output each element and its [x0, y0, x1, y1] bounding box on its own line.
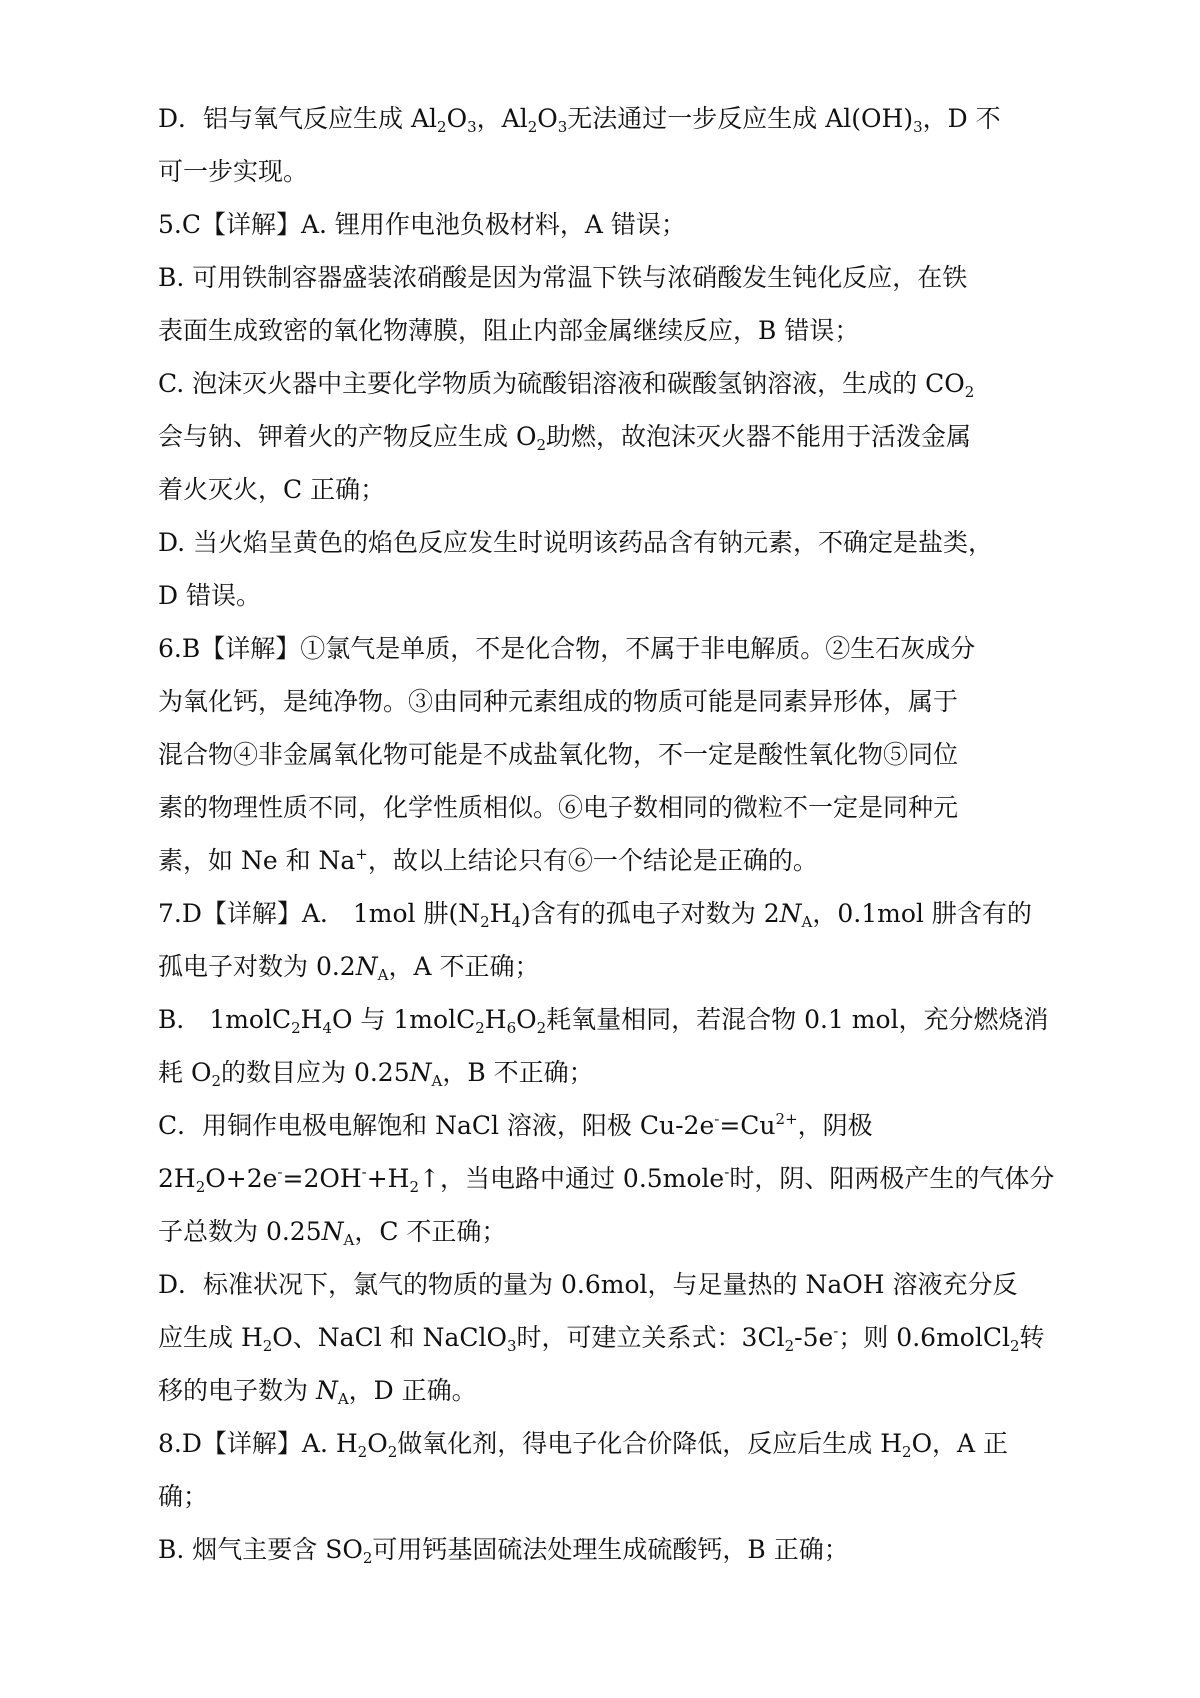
text-line: 会与钠、钾着火的产物反应生成 $O_2$助燃，故泡沫灭火器不能用于活泼金属 — [158, 422, 972, 454]
text-line: 移的电子数为 $N_A$，D 正确。 — [158, 1376, 477, 1408]
text-line: C. 泡沫灭火器中主要化学物质为硫酸铝溶液和碳酸氢钠溶液，生成的 $CO_2$ — [158, 369, 975, 401]
text-line: 耗 $O_2$的数目应为 $0.25N_A$，B 不正确； — [158, 1058, 594, 1090]
text-line: $2H_2O+2e^-=2OH^-+H_2↑$，当电路中通过 0.5mole-时，阴、阳两极产生的气体分 — [158, 1163, 1055, 1196]
text-line: 表面生成致密的氧化物薄膜，阻止内部金属继续反应，B 错误； — [158, 316, 860, 345]
text-line: B. 烟气主要含 $SO_2$可用钙基固硫法处理生成硫酸钙，B 正确； — [158, 1535, 849, 1567]
text-line: D．铝与氧气反应生成 $Al_2O_3$，$Al_2O_3$无法通过一步反应生成 $Al(OH)_3$，D 不 — [158, 104, 1001, 136]
text-line: C．用铜作电极电解饱和 NaCl 溶液，阳极 $Cu-2e^-=Cu^{2+}$，阴极 — [158, 1110, 873, 1140]
text-line: 孤电子对数为 $0.2N_A$，A 不正确； — [158, 952, 540, 984]
text-line: 应生成 $H_2O$、NaCl 和 NaClO$_3$时，可建立关系式：$3Cl_2-5e^-$；则 0.6molCl$_2$转 — [158, 1322, 1045, 1355]
text-line: 6.B【详解】①氯气是单质，不是化合物，不属于非电解质。②生石灰成分 — [158, 634, 976, 663]
text-line: 5.C【详解】A. 锂用作电池负极材料，A 错误； — [158, 210, 686, 239]
text-line: B． $1molC_2H_4O$ 与 $1molC_2H_6O_2$耗氧量相同，若混合物 0.1 mol，充分燃烧消 — [158, 1005, 1049, 1037]
text-line: D. 当火焰呈黄色的焰色反应发生时说明该药品含有钠元素，不确定是盐类， — [158, 528, 994, 557]
text-line: 着火灭火，C 正确； — [158, 475, 386, 504]
text-line: 可一步实现。 — [158, 157, 309, 186]
text-line: 为氧化钙，是纯净物。③由同种元素组成的物质可能是同素异形体，属于 — [158, 687, 959, 716]
text-line: 素的物理性质不同，化学性质相似。⑥电子数相同的微粒不一定是同种元 — [158, 793, 959, 822]
text-line: 混合物④非金属氧化物可能是不成盐氧化物，不一定是酸性氧化物⑤同位 — [158, 740, 959, 769]
text-line: D 错误。 — [158, 581, 261, 610]
text-line: 7.D【详解】A． 1mol 肼$(N_2H_4)$含有的孤电子对数为 $2N_A$，0.1mol 肼含有的 — [158, 899, 1032, 931]
text-line: 子总数为 $0.25N_A$，C 不正确； — [158, 1217, 507, 1249]
text-line: 确； — [158, 1482, 209, 1511]
text-line: 素，如 Ne 和 Na+，故以上结论只有⑥一个结论是正确的。 — [158, 845, 818, 875]
text-line: D．标准状况下，氯气的物质的量为 0.6mol，与足量热的 NaOH 溶液充分反 — [158, 1270, 1018, 1299]
text-line: 8.D【详解】A. $H_2O_2$做氧化剂，得电子化合价降低，反应后生成 $H_2O$，A 正 — [158, 1429, 1009, 1461]
text-line: B. 可用铁制容器盛装浓硝酸是因为常温下铁与浓硝酸发生钝化反应，在铁 — [158, 263, 968, 292]
